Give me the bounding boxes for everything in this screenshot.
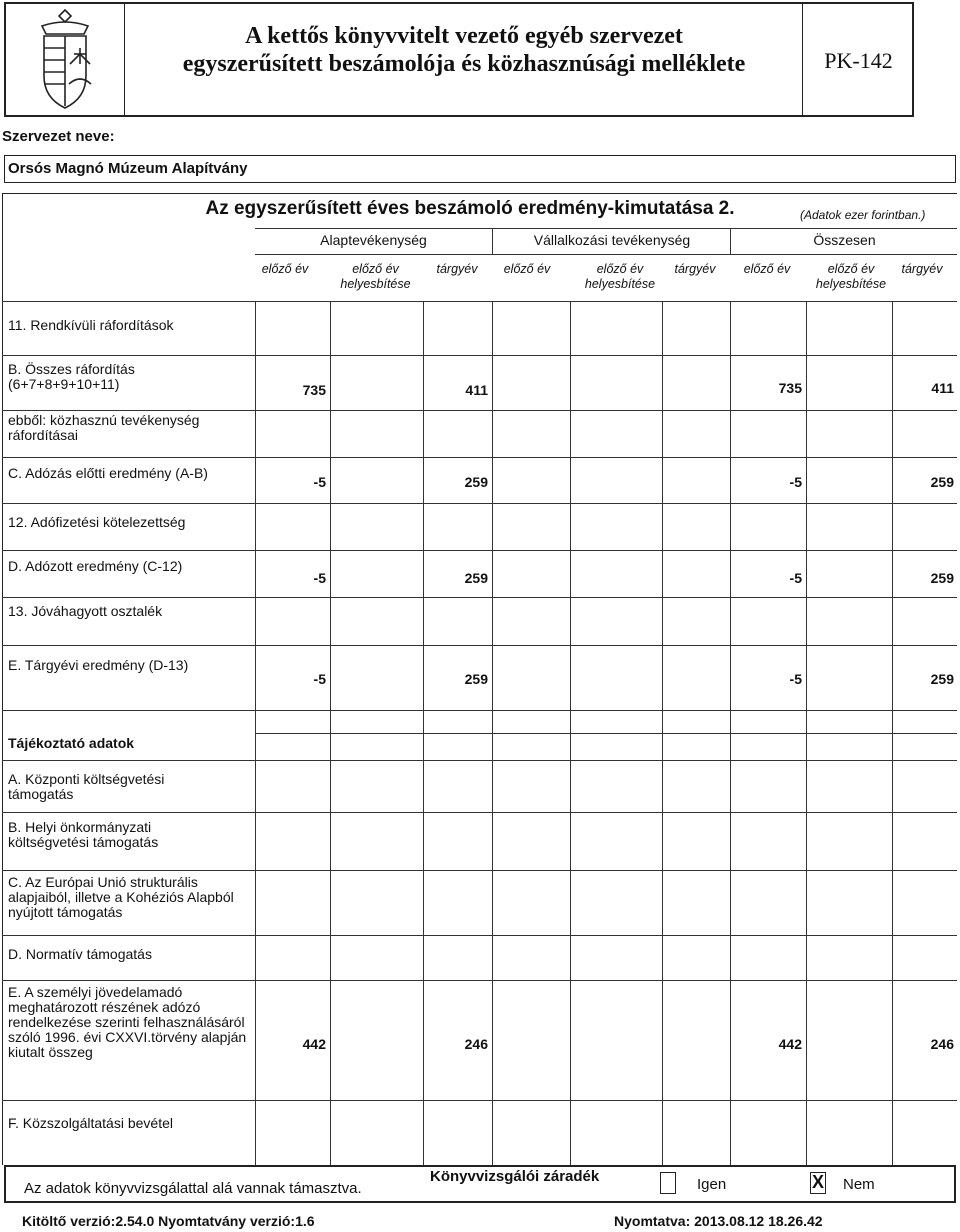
grid-line [892, 301, 893, 1165]
grid-line [255, 228, 957, 229]
info-row-label: B. Helyi önkormányzati költségvetési támogatás [8, 819, 159, 850]
grid-line [423, 301, 424, 1165]
form-code: PK-142 [824, 48, 893, 73]
grid-line [2, 503, 957, 504]
value-basic-current: 411 [465, 382, 488, 398]
organization-label: Szervezet neve: [2, 128, 115, 145]
subheader-prev-adj-line-1: előző év [596, 262, 644, 276]
grid-line [2, 645, 957, 646]
subheader-prev-year: előző év [743, 262, 791, 276]
subheader-current-year: tárgyév [436, 262, 478, 276]
version-info: Kitöltő verzió:2.54.0 Nyomtatvány verzió:1.6 [22, 1213, 315, 1229]
value-basic-prev: -5 [313, 671, 326, 687]
form-title [126, 22, 802, 78]
value-basic-current: 259 [464, 570, 488, 586]
value-total-current: 246 [930, 1036, 954, 1052]
row-label: D. Adózott eredmény (C-12) [8, 558, 183, 574]
value-total-prev: -5 [789, 570, 802, 586]
subheader-prev-adj-line-1: előző év [352, 262, 399, 276]
grid-line [806, 301, 807, 1165]
grid-line [2, 1100, 957, 1101]
row-label: 11. Rendkívüli ráfordítások [8, 317, 174, 333]
subheader-prev-adj-line-1: előző év [827, 262, 875, 276]
grid-line [330, 301, 331, 1165]
grid-line [2, 812, 957, 813]
value-total-current: 411 [931, 380, 954, 396]
grid-line [2, 870, 957, 871]
audit-no-checkbox[interactable]: X [811, 1172, 824, 1192]
audit-yes-label: Igen [697, 1176, 727, 1193]
subheader-prev-year: előző év [503, 262, 551, 276]
subheader-current-year: tárgyév [674, 262, 716, 276]
value-total-current: 259 [930, 474, 954, 490]
form-title-line-2: egyszerűsített beszámolója és közhasznúsági melléklete [182, 51, 746, 77]
grid-line [2, 355, 957, 356]
grid-line [730, 301, 731, 1165]
coat-of-arms-icon [6, 4, 125, 115]
subheader-prev-adj-line-2: helyesbítése [815, 277, 887, 291]
value-basic-prev: 735 [302, 382, 326, 398]
grid-line [2, 457, 957, 458]
value-total-current: 259 [930, 671, 954, 687]
print-timestamp: Nyomtatva: 2013.08.12 18.26.42 [614, 1213, 823, 1229]
grid-line [2, 550, 957, 551]
form-header [4, 2, 914, 117]
form-title-line-1: A kettős könyvvitelt vezető egyéb szervezet [245, 23, 683, 49]
value-total-prev: -5 [789, 474, 802, 490]
info-row-label: D. Normatív támogatás [8, 946, 152, 962]
row-label: B. Összes ráfordítás (6+7+8+9+10+11) [8, 361, 135, 392]
value-total-current: 259 [930, 570, 954, 586]
subheader-current-year: tárgyév [901, 262, 943, 276]
grid-line [492, 228, 493, 254]
value-total-prev: 735 [778, 380, 802, 396]
group-header-total: Összesen [813, 232, 876, 248]
value-basic-current: 259 [464, 474, 488, 490]
row-label: 13. Jóváhagyott osztalék [8, 603, 163, 619]
organization-name: Orsós Magnó Múzeum Alapítvány [8, 160, 248, 177]
row-label: C. Adózás előtti eredmény (A-B) [8, 465, 208, 481]
info-row-label: A. Központi költségvetési támogatás [8, 771, 165, 802]
audit-clause-title: Könyvvizsgálói záradék [430, 1168, 600, 1185]
grid-line [2, 935, 957, 936]
grid-line [2, 980, 957, 981]
row-label: 12. Adófizetési kötelezettség [8, 514, 186, 530]
value-total-prev: -5 [789, 671, 802, 687]
grid-line [662, 301, 663, 1165]
grid-line [255, 301, 256, 1165]
value-total-prev: 442 [778, 1036, 802, 1052]
info-section-title: Tájékoztató adatok [8, 735, 135, 751]
group-header-business: Vállalkozási tevékenység [533, 232, 691, 248]
grid-line [730, 228, 731, 254]
value-basic-current: 246 [464, 1036, 488, 1052]
grid-line [2, 410, 957, 411]
grid-line [2, 760, 957, 761]
units-note: (Adatok ezer forintban.) [800, 208, 926, 222]
grid-line [2, 710, 957, 711]
subheader-prev-adj-line-2: helyesbítése [340, 277, 411, 291]
row-label: ebből: közhasznú tevékenység ráfordításai [8, 412, 200, 443]
grid-line [255, 254, 957, 255]
grid-line [570, 301, 571, 1165]
group-header-basic: Alaptevékenység [320, 232, 427, 248]
audit-no-label: Nem [843, 1176, 875, 1193]
subheader-prev-adj [328, 262, 423, 292]
audit-statement: Az adatok könyvvizsgálattal alá vannak támasztva. [24, 1180, 362, 1197]
subheader-prev-adj [570, 262, 670, 292]
info-row-label: E. A személyi jövedelamadó meghatározott részének adózó rendelkezése szerinti felhasználásáról szóló 1996. évi CXXVI.törvény alapján kiutalt összeg [8, 984, 247, 1060]
value-basic-prev: -5 [313, 474, 326, 490]
subheader-prev-adj [804, 262, 898, 292]
audit-yes-checkbox[interactable] [660, 1172, 676, 1194]
table-title: Az egyszerűsített éves beszámoló eredmény-kimutatása 2. [205, 198, 735, 219]
value-basic-prev: 442 [302, 1036, 326, 1052]
row-label: E. Tárgyévi eredmény (D-13) [8, 657, 189, 673]
grid-line [492, 301, 493, 1165]
grid-line [255, 733, 957, 734]
subheader-prev-adj-line-2: helyesbítése [584, 277, 656, 291]
grid-line [2, 301, 957, 302]
info-row-label: C. Az Európai Unió strukturális alapjaiból, illetve a Kohéziós Alapból nyújtott támogatás [8, 874, 234, 920]
value-basic-prev: -5 [313, 570, 326, 586]
grid-line [2, 597, 957, 598]
info-row-label: F. Közszolgáltatási bevétel [8, 1115, 173, 1131]
subheader-prev-year: előző év [261, 262, 309, 276]
value-basic-current: 259 [464, 671, 488, 687]
